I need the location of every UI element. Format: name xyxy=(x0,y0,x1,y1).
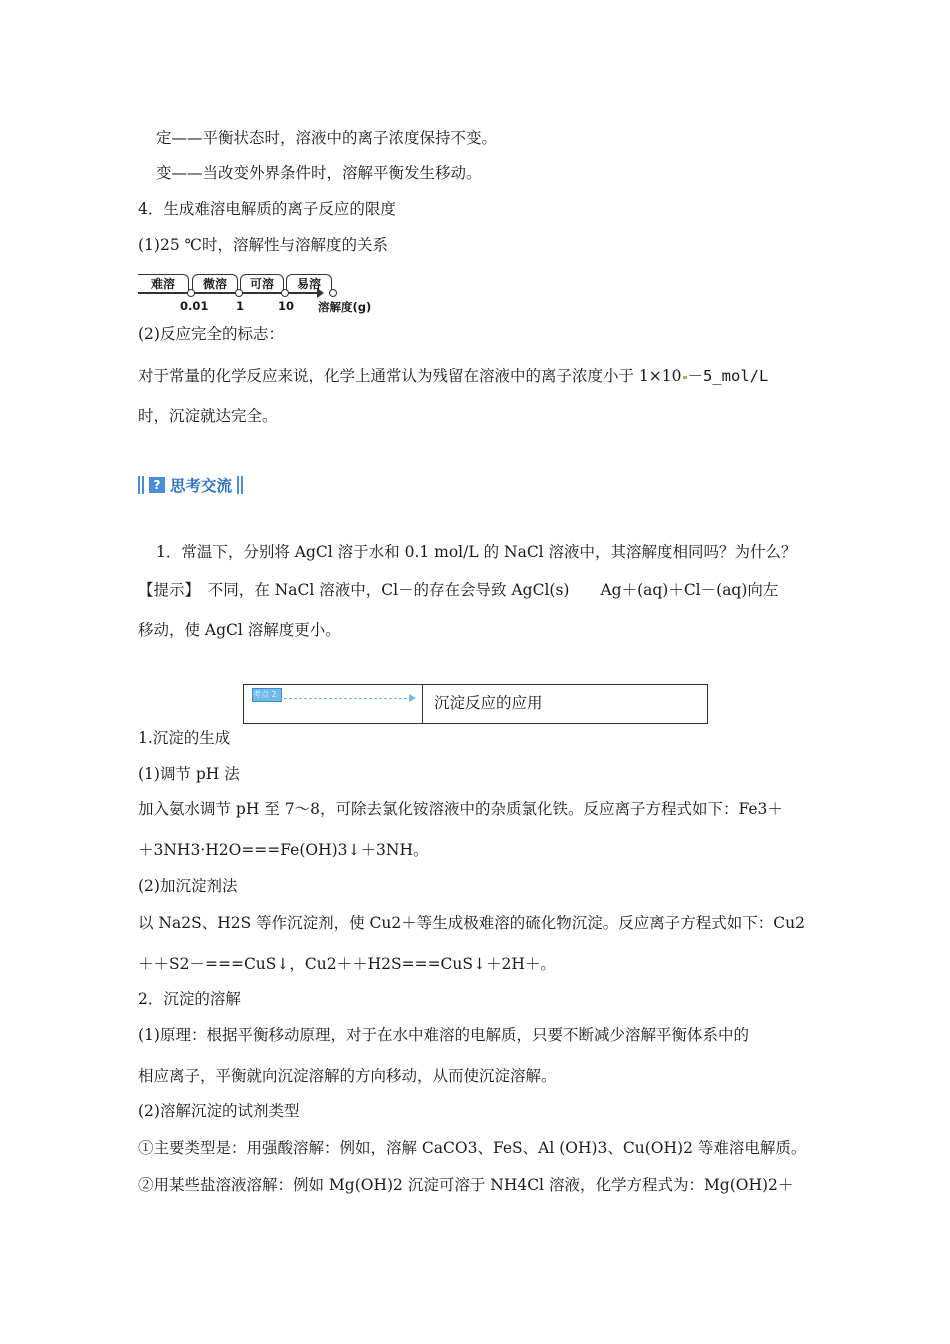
arrow-head-icon xyxy=(409,694,416,702)
scale-tick: 0.01 xyxy=(180,299,209,313)
arrow-line-icon xyxy=(254,698,412,699)
scale-dot xyxy=(329,289,337,297)
section-title: 沉淀反应的应用 xyxy=(434,694,543,712)
text-line: 相应离子，平衡就向沉淀溶解的方向移动，从而使沉淀溶解。 xyxy=(138,1067,557,1085)
question-line: 1．常温下，分别将 AgCl 溶于水和 0.1 mol/L 的 NaCl 溶液中，其溶解度相同吗？为什么？ xyxy=(156,543,797,561)
box-divider xyxy=(422,685,423,723)
bar-icon xyxy=(142,476,144,494)
bar-icon xyxy=(138,476,140,494)
scale-segment: 可溶 xyxy=(240,274,284,293)
scale-dot xyxy=(235,289,243,297)
scale-tick: 1 xyxy=(236,299,245,313)
text-line: (2)加沉淀剂法 xyxy=(138,877,238,895)
solubility-scale xyxy=(138,268,378,318)
text-line: 变——当改变外界条件时，溶解平衡发生移动。 xyxy=(156,164,482,182)
heading: 1.沉淀的生成 xyxy=(138,729,231,747)
section-tag: 考点 2 xyxy=(252,688,282,702)
text-line: (1)调节 pH 法 xyxy=(138,765,240,783)
think-exchange-label: 思考交流 xyxy=(170,477,233,495)
text-line: (1)原理：根据平衡移动原理，对于在水中难溶的电解质，只要不断减少溶解平衡体系中的 xyxy=(138,1026,749,1044)
scale-dot xyxy=(187,289,195,297)
scale-axis-label: 溶解度(g) xyxy=(318,300,372,314)
text-line: 以 Na2S、H2S 等作沉淀剂，使 Cu2＋等生成极难溶的硫化物沉淀。反应离子方程式如下：Cu2 xyxy=(138,914,805,932)
text-line: 时，沉淀就达完全。 xyxy=(138,407,278,425)
text-span: 对于常量的化学反应来说，化学上通常认为残留在溶液中的离子浓度小于 1×10 xyxy=(138,367,682,385)
text-line: ②用某些盐溶液溶解：例如 Mg(OH)2 沉淀可溶于 NH4Cl 溶液，化学方程式为：Mg(OH)2＋ xyxy=(138,1176,794,1194)
scale-tick: 10 xyxy=(278,299,295,313)
scale-segment: 微溶 xyxy=(192,274,238,293)
text-line: ＋＋S2－===CuS↓，Cu2＋＋H2S===CuS↓＋2H＋。 xyxy=(138,955,556,973)
scale-dot xyxy=(281,289,289,297)
text-line: (2)反应完全的标志： xyxy=(138,325,284,343)
section-header-box xyxy=(243,684,708,724)
bar-icon xyxy=(237,476,239,494)
think-exchange-header xyxy=(138,474,245,496)
scale-segment: 难溶 xyxy=(138,274,189,293)
text-line: 加入氨水调节 pH 至 7～8，可除去氯化铵溶液中的杂质氯化铁。反应离子方程式如下：Fe3＋ xyxy=(138,800,783,818)
heading: 4．生成难溶电解质的离子反应的限度 xyxy=(138,200,396,218)
hint-line: 【提示】 不同，在 NaCl 溶液中，Cl－的存在会导致 AgCl(s) Ag＋(aq)＋Cl－(aq)向左 xyxy=(138,581,779,599)
bar-icon xyxy=(241,476,243,494)
scale-axis xyxy=(138,292,318,294)
text-line: 定——平衡状态时，溶液中的离子浓度保持不变。 xyxy=(156,129,498,147)
text-line: (2)溶解沉淀的试剂类型 xyxy=(138,1102,300,1120)
heading: 2．沉淀的溶解 xyxy=(138,990,241,1008)
scale-segment: 易溶 xyxy=(286,274,332,293)
text-line: ＋3NH3·H2O===Fe(OH)3↓＋3NH。 xyxy=(138,841,429,859)
question-icon: ? xyxy=(149,477,165,493)
text-line: (1)25 ℃时，溶解性与溶解度的关系 xyxy=(138,236,388,254)
text-span: －5_mol/L xyxy=(687,367,769,385)
green-mark-icon xyxy=(683,376,687,379)
text-line xyxy=(138,366,768,386)
text-line: ①主要类型是：用强酸溶解：例如，溶解 CaCO3、FeS、Al (OH)3、Cu(OH)2 等难溶电解质。 xyxy=(138,1139,807,1157)
hint-line: 移动，使 AgCl 溶解度更小。 xyxy=(138,621,341,639)
